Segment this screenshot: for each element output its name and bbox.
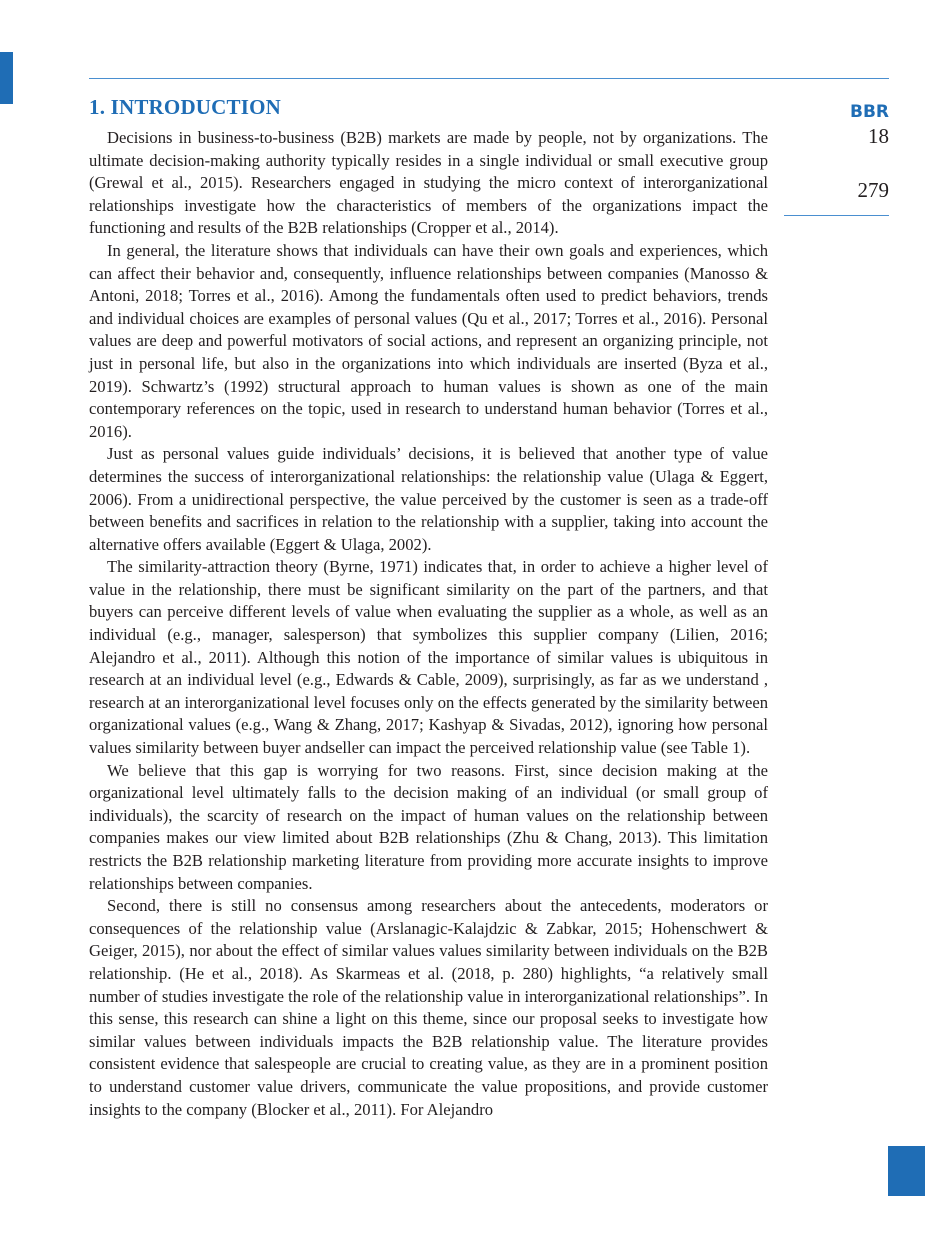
- paragraph-2: In general, the literature shows that individuals can have their own goals and experiences, which can affect their behavior and, consequently, influence relationships between companies (Manosso & Antoni, 2018; Torres et al., 2016). Among the fundamentals often used to predict behaviors, trends and individual choices are examples of personal values (Qu et al., 2017; Torres et al., 2016). Personal values are deep and powerful motivators of social actions, and represent an organizing principle, not just in personal life, but also in the organizations into which individuals are inserted (Byza et al., 2019). Schwartz’s (1992) structural approach to human values is shown as one of the main contemporary references on the topic, used in research to understand human behavior (Torres et al., 2016).: [89, 240, 768, 441]
- paragraph-4: The similarity-attraction theory (Byrne, 1971) indicates that, in order to achieve a higher level of value in the relationship, there must be significant similarity on the part of the partners, and that buyers can perceive different levels of value when evaluating the supplier as a whole, as well as an individual (e.g., manager, salesperson) that symbolizes this supplier company (Lilien, 2016; Alejandro et al., 2011). Although this notion of the importance of similar values is ubiquitous in research at an individual level (e.g., Edwards & Cable, 2009), surprisingly, as far as we understand , research at an interorganizational level focuses only on the effects generated by the similarity between organizational values (e.g., Wang & Zhang, 2017; Kashyap & Sivadas, 2012), ignoring how personal values similarity between buyer andseller can impact the perceived relationship value (see Table 1).: [89, 557, 768, 758]
- paragraph-6: Second, there is still no consensus among researchers about the antecedents, moderators or consequences of the relationship value (Arslanagic-Kalajdzic & Zabkar, 2015; Hohenschwert & Geiger, 2015), nor about the effect of similar values values similarity between individuals on the B2B relationship. (He et al., 2018). As Skarmeas et al. (2018, p. 280) highlights, “a relatively small number of studies investigate the role of the relationship value in interorganizational relationships”. In this sense, this research can shine a light on this theme, since our proposal seeks to investigate how similar values between individuals impacts the B2B relationship value. The literature provides consistent evidence that salespeople are crucial to creating value, as they are in a prominent position to understand customer value drivers, communicate the value propositions, and provide customer insights to the company (Blocker et al., 2011). For Alejandro: [89, 896, 768, 1119]
- paragraph-3: Just as personal values guide individuals’ decisions, it is believed that another type of value determines the success of interorganizational relationships: the relationship value (Ulaga & Eggert, 2006). From a unidirectional perspective, the value perceived by the customer is seen as a trade-off between benefits and sacrifices in relation to the relationship with a supplier, taking into account the alternative offers available (Eggert & Ulaga, 2002).: [89, 444, 768, 554]
- header-rule: [89, 78, 889, 79]
- right-margin-tab: [888, 1146, 925, 1196]
- left-margin-tab: [0, 52, 13, 104]
- body-text: [89, 127, 768, 1121]
- paragraph-1: Decisions in business-to-business (B2B) markets are made by people, not by organizations. The ultimate decision-making authority typically resides in a single individual or small executive group (Grewal et al., 2015). Researchers engaged in studying the micro context of interorganizational relationships investigate how the characteristics of members of the organizations impact the functioning and results of the B2B relationships (Cropper et al., 2014).: [89, 128, 768, 238]
- sidebar-rule: [784, 215, 889, 216]
- page-number: 279: [857, 178, 889, 202]
- journal-abbreviation: BBR: [849, 102, 889, 122]
- section-heading: 1. INTRODUCTION: [89, 95, 282, 119]
- paragraph-5: We believe that this gap is worrying for two reasons. First, since decision making at the organizational level ultimately falls to the decision making of an individual (or small group of individuals), the scarcity of research on the impact of human values on the relationship between companies makes our view limited about B2B relationships (Zhu & Chang, 2013). This limitation restricts the B2B relationship marketing literature from providing more accurate insights to improve relationships between companies.: [89, 760, 768, 893]
- volume-number: 18: [868, 124, 889, 148]
